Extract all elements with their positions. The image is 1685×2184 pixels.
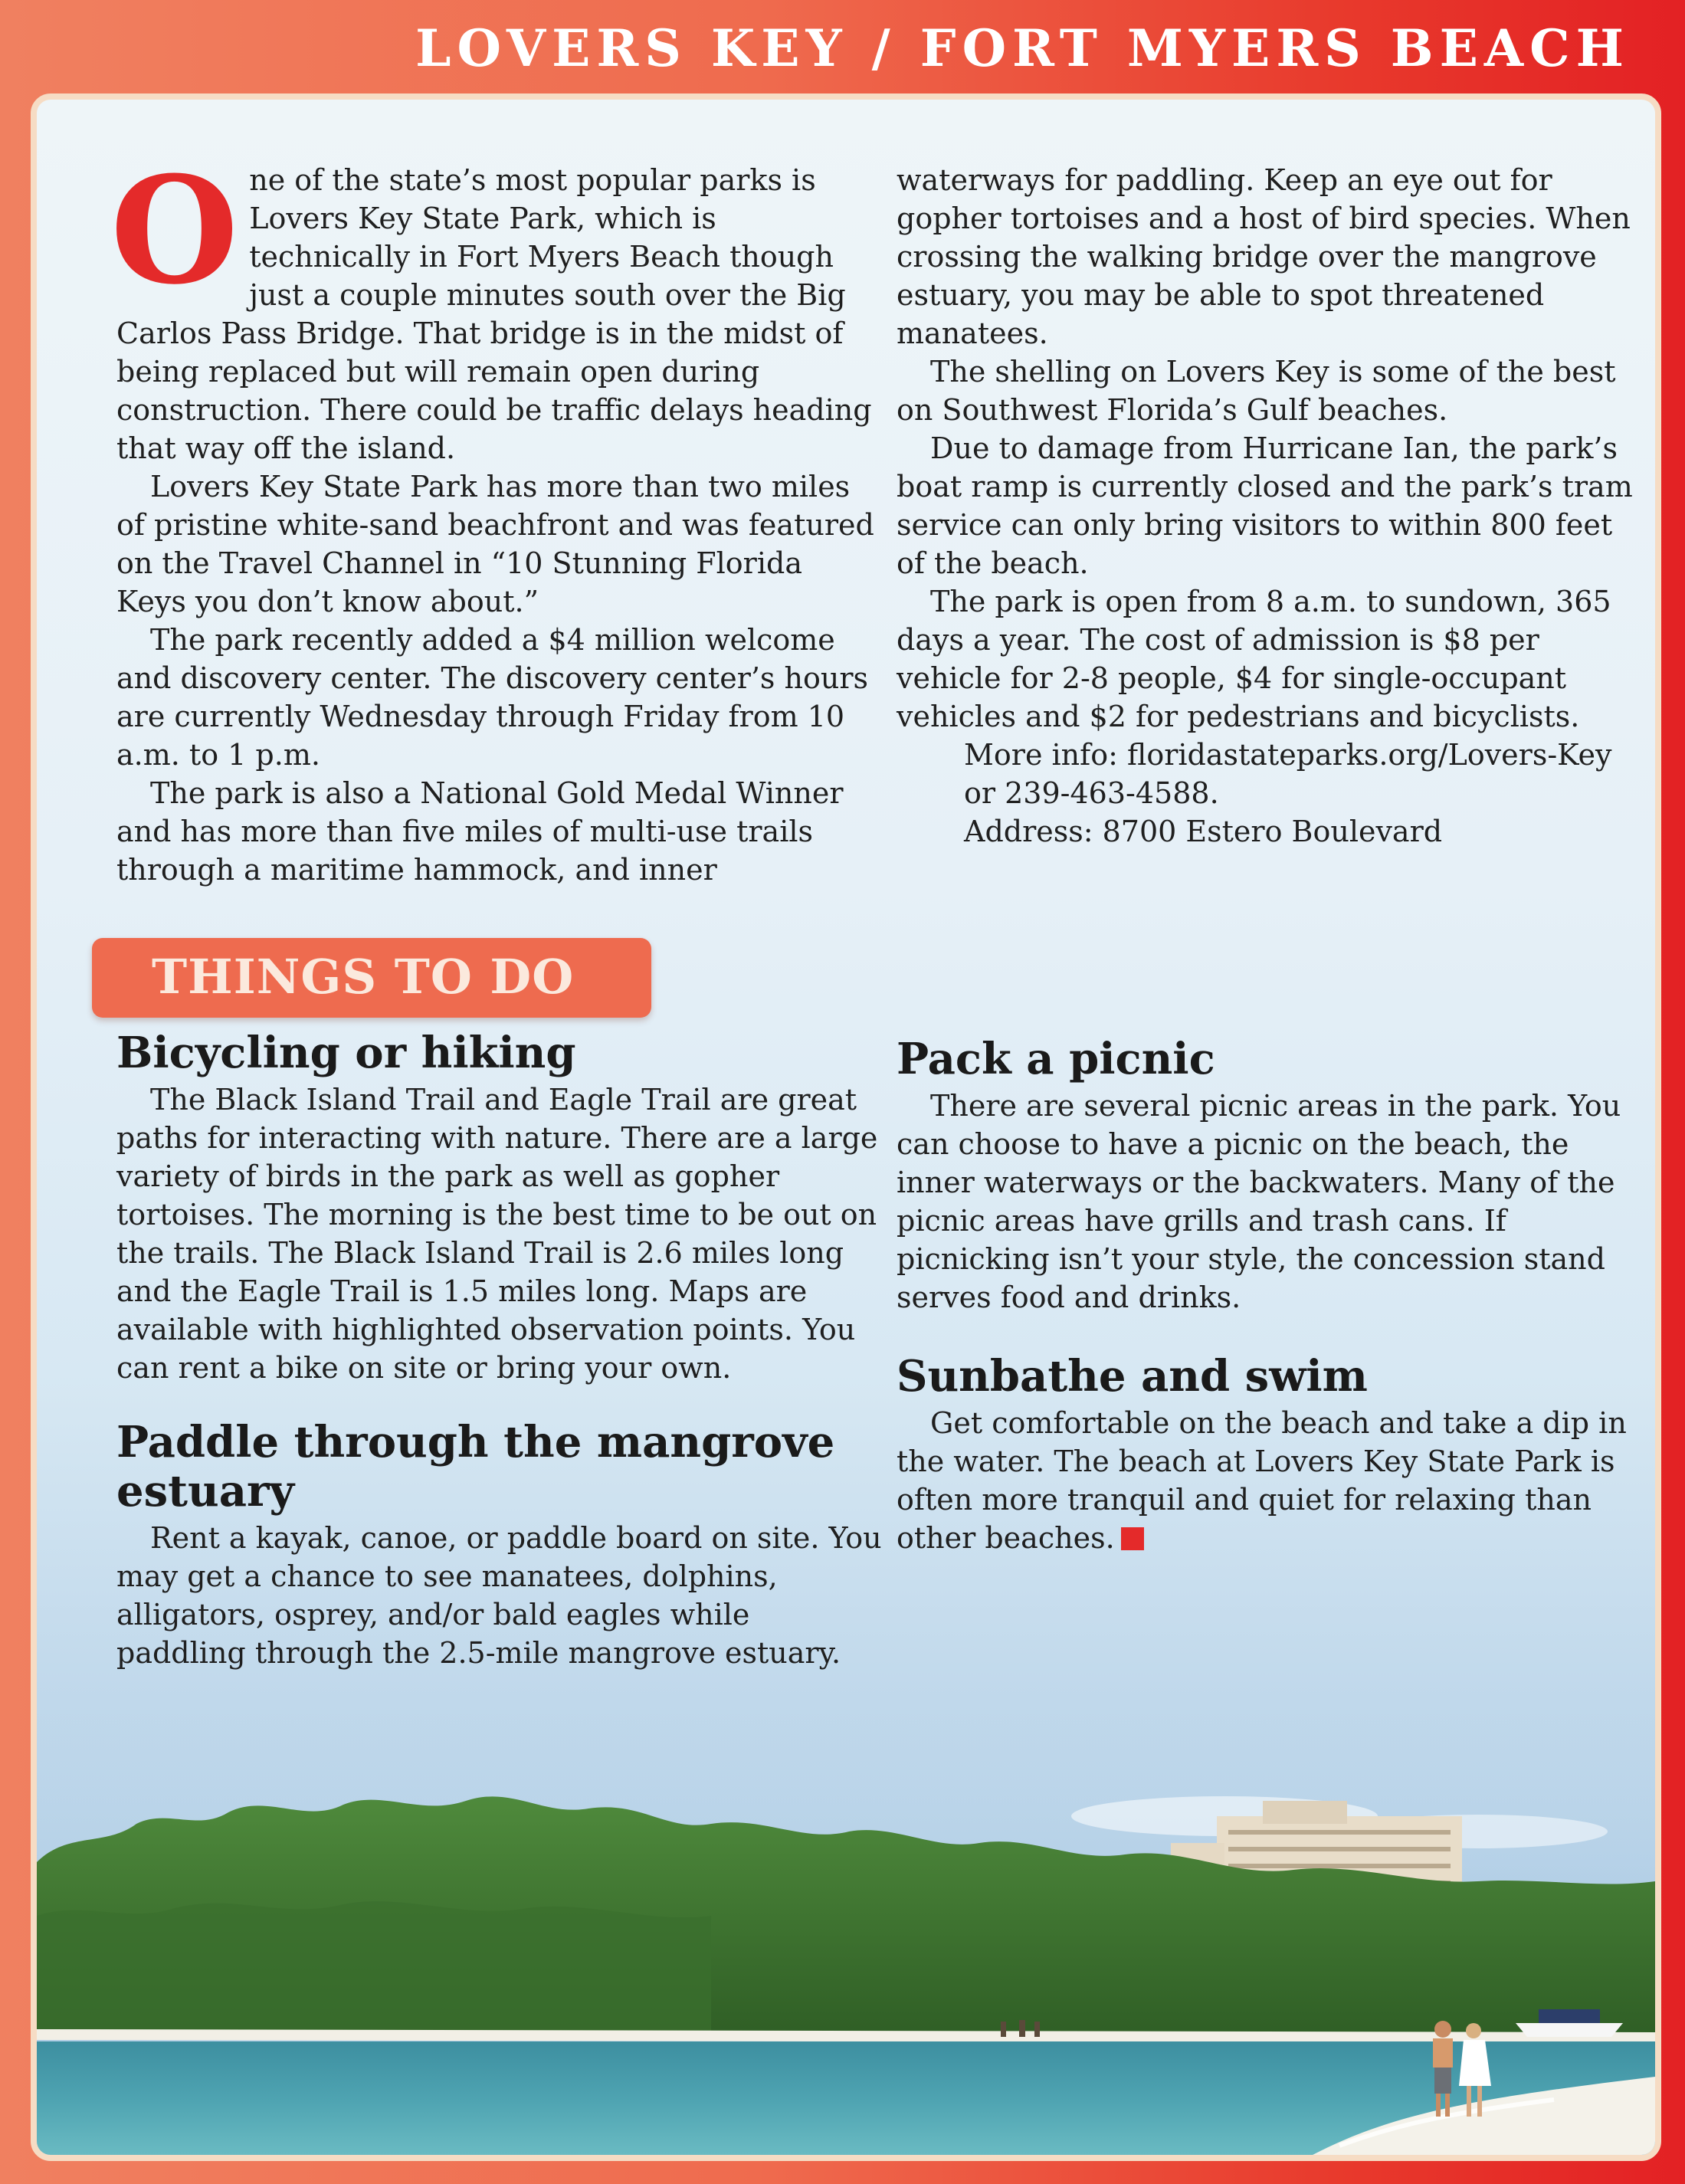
things-to-do-tag <box>92 938 651 1018</box>
intro-paragraph-3: The park recently added a $4 million welcome and discovery center. The discovery center’s hours are currently Wednesday through Friday from 10 a.m. to 1 p.m. <box>116 623 869 772</box>
tree-shadow <box>37 1901 711 2038</box>
activity-text-sunbathe <box>897 1404 1647 1557</box>
intro-paragraph-8: The park is open from 8 a.m. to sundown, 365 days a year. The cost of admission is $8 per vehicle for 2-8 people, $4 for single-occupant vehicles and $2 for pedestrians and bicyclists. <box>897 585 1611 733</box>
intro-paragraph-1 <box>110 145 875 467</box>
intro-paragraph-1-text: ne of the state’s most popular parks is Lovers Key State Park, which is technically in Fort Myers Beach though just a couple minutes south over the Big Carlos Pass Bridge. That bridge is in the midst of being replaced but will remain open during construction. There could be traffic delays heading that way off the island. <box>116 163 872 465</box>
activity-title-paddle: Paddle through the mangrove estuary <box>116 1417 835 1517</box>
intro-paragraph-5: waterways for paddling. Keep an eye out for gopher tortoises and a host of bird species. When crossing the walking bridge over the mangrove estuary, you may be able to spot threatened manatees. <box>897 163 1631 350</box>
intro-paragraph-4: The park is also a National Gold Medal Winner and has more than five miles of multi-use trails through a maritime hammock, and inner <box>116 776 844 887</box>
activity-title-bicycling: Bicycling or hiking <box>116 1028 576 1078</box>
intro-left-column <box>110 145 875 889</box>
intro-right-column <box>897 161 1647 851</box>
activity-text-picnic: There are several picnic areas in the park. You can choose to have a picnic on the beach, the inner waterways or the backwaters. Many of the picnic areas have grills and trash cans. If picnicking isn’t your style, the concession stand serves food and drinks. <box>897 1089 1621 1314</box>
activity-title-sunbathe: Sunbathe and swim <box>897 1351 1368 1402</box>
content-panel <box>31 93 1661 2161</box>
more-info-line-1: More info: floridastateparks.org/Lovers-Key <box>964 738 1612 772</box>
activity-title-picnic: Pack a picnic <box>897 1034 1215 1084</box>
intro-paragraph-7: Due to damage from Hurricane Ian, the park’s boat ramp is currently closed and the park’s tram service can only bring visitors to within 800 feet of the beach. <box>897 431 1633 580</box>
end-of-story-mark <box>1121 1527 1144 1550</box>
activity-text-sunbathe-body: Get comfortable on the beach and take a dip in the water. The beach at Lovers Key State Park is often more tranquil and quiet for relaxing than other beaches. <box>897 1406 1627 1555</box>
activities-left-column <box>116 1028 883 1672</box>
drop-cap: O <box>110 145 239 317</box>
activities-right-column <box>897 1035 1647 1557</box>
activity-text-bicycling: The Black Island Trail and Eagle Trail are great paths for interacting with nature. There are a large variety of birds in the park as well as gopher tortoises. The morning is the best time to be out on the trails. The Black Island Trail is 2.6 miles long and the Eagle Trail is 1.5 miles long. Maps are available with highlighted observation points. You can rent a bike on site or bring your own. <box>116 1083 878 1385</box>
intro-paragraph-6: The shelling on Lovers Key is some of the best on Southwest Florida’s Gulf beaches. <box>897 355 1616 427</box>
things-to-do-heading: THINGS TO DO <box>152 949 575 1005</box>
intro-paragraph-2: Lovers Key State Park has more than two miles of pristine white-sand beachfront and was featured on the Travel Channel in “10 Stunning Florida Keys you don’t know about.” <box>116 470 874 618</box>
address-line: Address: 8700 Estero Boulevard <box>964 815 1443 848</box>
activity-text-paddle: Rent a kayak, canoe, or paddle board on site. You may get a chance to see manatees, dolphins, alligators, osprey, and/or bald eagles while paddling through the 2.5-mile mangrove estuary. <box>116 1521 882 1670</box>
page-header-title: LOVERS KEY / FORT MYERS BEACH <box>415 18 1630 78</box>
beach-photo <box>37 1717 1655 2161</box>
more-info-line-2: or 239-463-4588. <box>964 776 1219 810</box>
